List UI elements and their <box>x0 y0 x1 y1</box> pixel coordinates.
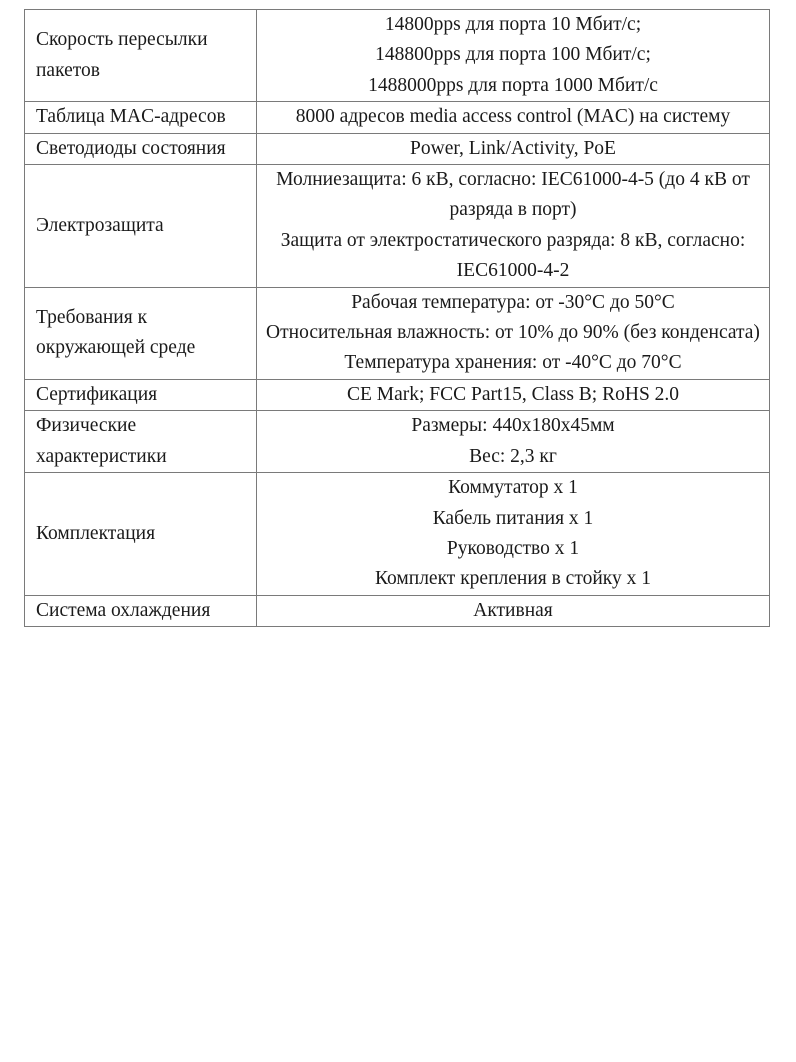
spec-value-line: Относительная влажность: от 10% до 90% (без конденсата) <box>266 322 760 344</box>
spec-value-line: Коммутатор x 1 <box>448 477 578 499</box>
spec-label: Светодиоды состояния <box>25 133 257 164</box>
spec-value-line: Температура хранения: от -40°C до 70°C <box>344 352 682 374</box>
spec-label: Электрозащита <box>25 165 257 288</box>
spec-value-line: 1488000pps для порта 1000 Мбит/с <box>368 74 658 96</box>
spec-value-line: Размеры: 440x180x45мм <box>411 415 615 437</box>
spec-value-line: CE Mark; FCC Part15, Class B; RoHS 2.0 <box>346 383 680 405</box>
spec-row-physical <box>25 411 770 473</box>
spec-row-environment <box>25 287 770 379</box>
spec-value-line: Комплект крепления в стойку x 1 <box>375 568 651 590</box>
spec-label: Таблица MAC-адресов <box>25 102 257 133</box>
spec-value-line: Руководство x 1 <box>446 537 580 559</box>
spec-value-line: Вес: 2,3 кг <box>469 445 557 467</box>
spec-value-line: 148800pps для порта 100 Мбит/с; <box>375 44 651 66</box>
spec-row-status-leds <box>25 133 770 164</box>
spec-value <box>257 287 770 379</box>
spec-label: Физические характеристики <box>25 411 257 473</box>
spec-row-cooling <box>25 595 770 626</box>
spec-value <box>257 165 770 288</box>
spec-value <box>257 411 770 473</box>
spec-value-line: Молниезащита: 6 кВ, согласно: IEC61000-4-5 (до 4 кВ от разряда в порт) <box>276 169 750 221</box>
spec-label: Система охлаждения <box>25 595 257 626</box>
spec-value <box>257 379 770 410</box>
spec-label: Скорость пересылки пакетов <box>25 10 257 102</box>
spec-value <box>257 10 770 102</box>
spec-label: Сертификация <box>25 379 257 410</box>
spec-row-certification <box>25 379 770 410</box>
spec-value-line: 8000 адресов media access control (MAC) на системy <box>295 106 731 128</box>
spec-table <box>24 9 770 627</box>
spec-value-line: Рабочая температура: от -30°C до 50°C <box>351 291 675 313</box>
spec-value <box>257 102 770 133</box>
spec-row-mac-table <box>25 102 770 133</box>
spec-value-line: 14800pps для порта 10 Мбит/с; <box>384 14 642 35</box>
spec-value-line: Активная <box>473 599 553 621</box>
spec-value-line: Power, Link/Activity, PoE <box>410 137 616 159</box>
spec-value-line: Защита от электростатического разряда: 8 кВ, согласно: IEC61000-4-2 <box>280 229 746 282</box>
spec-value-line: Кабель питания x 1 <box>432 507 594 529</box>
spec-label: Требования к окружающей среде <box>25 287 257 379</box>
spec-row-electrical-protection <box>25 165 770 288</box>
spec-value <box>257 473 770 596</box>
spec-label: Комплектация <box>25 473 257 596</box>
spec-row-packet-rate <box>25 10 770 102</box>
spec-value <box>257 595 770 626</box>
spec-row-package-contents <box>25 473 770 596</box>
spec-value <box>257 133 770 164</box>
